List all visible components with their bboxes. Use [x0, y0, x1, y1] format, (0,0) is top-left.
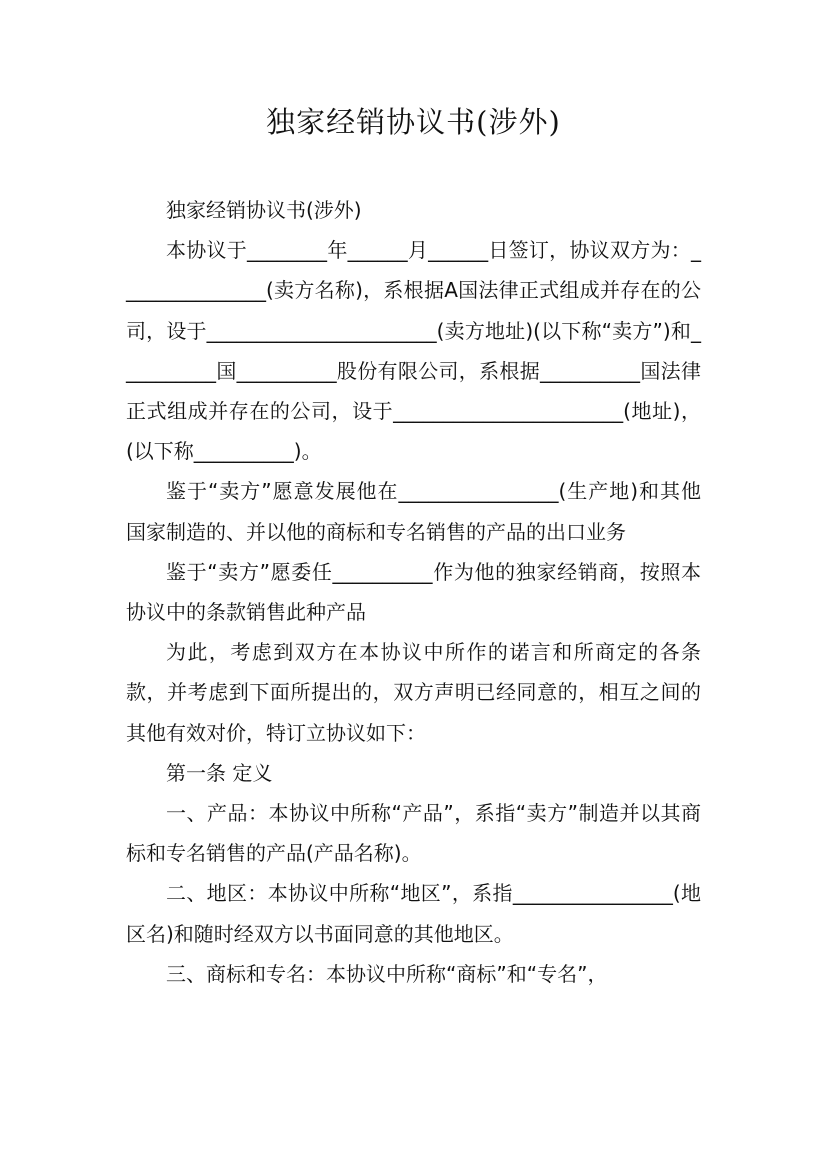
definition-trademarks: 三、商标和专名：本协议中所称“商标”和“专名”， — [166, 961, 608, 986]
paragraph-parties: 本协议于________年______月______日签订，协议双方为：_______________(卖方名称)，系根据A国法律正式组成并存在的公司，设于_______________________(卖方地址)(以下称“卖方”)和__________国__________股份有限公司，系根据__________国法律正式组成并存在的公司，设于_______________________(地址)，(以下称__________)。 — [126, 238, 701, 464]
definition-products: 一、产品：本协议中所称“产品”，系指“卖方”制造并以其商标和专名销售的产品(产品名称)。 — [126, 801, 701, 866]
paragraph-subtitle: 独家经销协议书(涉外) — [166, 198, 362, 222]
article-heading: 第一条 定义 — [166, 760, 273, 785]
paragraph-recital-1: 鉴于“卖方”愿意发展他在________________(生产地)和其他国家制造的、并以他的商标和专名销售的产品的出口业务 — [126, 479, 701, 544]
document-body — [126, 190, 701, 994]
definition-territory: 二、地区：本协议中所称“地区”，系指________________(地区名)和随时经双方以书面同意的其他地区。 — [126, 881, 701, 946]
document-title: 独家经销协议书(涉外) — [266, 105, 561, 139]
paragraph-consideration: 为此，考虑到双方在本协议中所作的诺言和所商定的各条款，并考虑到下面所提出的，双方声明已经同意的，相互之间的其他有效对价，特订立协议如下： — [126, 640, 701, 745]
paragraph-recital-2: 鉴于“卖方”愿委任__________作为他的独家经销商，按照本协议中的条款销售此种产品 — [126, 559, 701, 625]
